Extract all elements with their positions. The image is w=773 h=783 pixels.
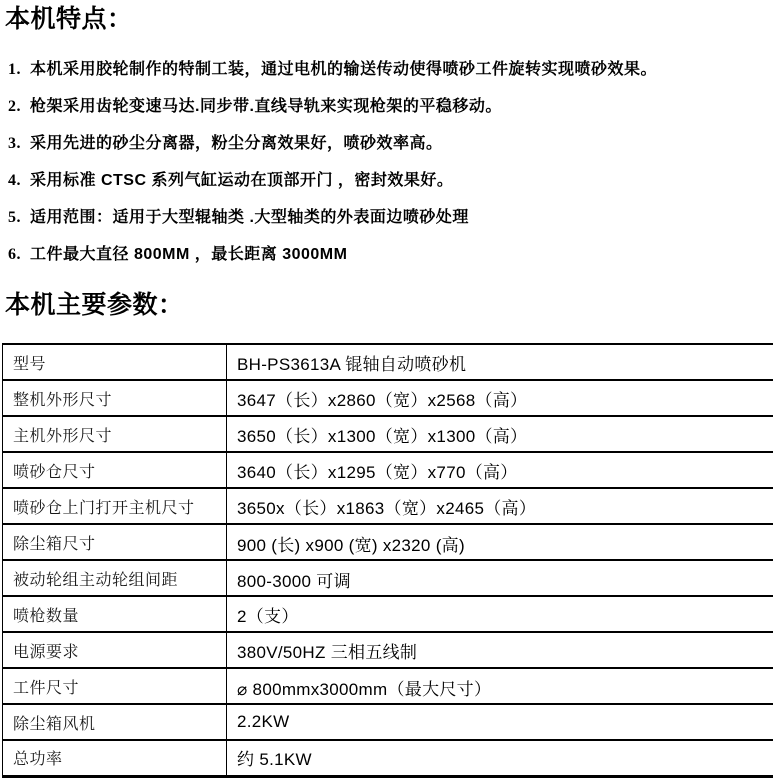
param-value: 380V/50HZ 三相五线制: [227, 632, 773, 668]
feature-item: [0, 246, 773, 264]
table-row: [3, 452, 773, 488]
feature-text: 工件最大直径 800MM ，最长距离 3000MM: [30, 246, 348, 263]
feature-item: [0, 98, 773, 116]
feature-item: [0, 209, 773, 227]
feature-number: 5.: [8, 209, 21, 226]
param-label: 喷砂仓尺寸: [3, 452, 227, 488]
table-row: [3, 704, 773, 740]
features-title: 本机特点：: [5, 6, 133, 33]
table-row: [3, 488, 773, 524]
table-row: [3, 668, 773, 704]
feature-list: [0, 61, 773, 264]
table-row: [3, 524, 773, 560]
parameters-title: 本机主要参数：: [5, 292, 184, 319]
param-label: 整机外形尺寸: [3, 380, 227, 416]
param-label: 电源要求: [3, 632, 227, 668]
feature-number: 3.: [8, 135, 21, 152]
table-row: [3, 416, 773, 452]
param-label: 除尘箱尺寸: [3, 524, 227, 560]
param-value: 3650x（长）x1863（宽）x2465（高）: [227, 488, 773, 524]
param-label: 除尘箱风机: [3, 704, 227, 740]
table-row: [3, 632, 773, 668]
param-label: 喷砂仓上门打开主机尺寸: [3, 488, 227, 524]
feature-text: 枪架采用齿轮变速马达.同步带.直线导轨来实现枪架的平稳移动。: [30, 98, 502, 115]
feature-item: [0, 172, 773, 190]
table-row: [3, 596, 773, 632]
param-label: 总功率: [3, 740, 227, 776]
param-value: 2.2KW: [227, 704, 773, 740]
param-value: 800-3000 可调: [227, 560, 773, 596]
param-value: BH-PS3613A 锟轴自动喷砂机: [227, 344, 773, 380]
param-label: 主机外形尺寸: [3, 416, 227, 452]
param-value: ⌀ 800mmx3000mm（最大尺寸）: [227, 668, 773, 704]
parameters-table: [2, 343, 773, 778]
feature-number: 1.: [8, 61, 21, 78]
param-value: 3650（长）x1300（宽）x1300（高）: [227, 416, 773, 452]
feature-text: 适用范围：适用于大型辊轴类 .大型轴类的外表面边喷砂处理: [30, 209, 469, 226]
table-row: [3, 344, 773, 380]
param-label: 型号: [3, 344, 227, 380]
param-value: 2（支）: [227, 596, 773, 632]
feature-item: [0, 135, 773, 153]
feature-number: 2.: [8, 98, 21, 115]
feature-item: [0, 61, 773, 79]
feature-text: 采用先进的砂尘分离器，粉尘分离效果好，喷砂效率高。: [30, 135, 443, 152]
param-label: 被动轮组主动轮组间距: [3, 560, 227, 596]
table-row: [3, 380, 773, 416]
param-value: 900 (长) x900 (宽) x2320 (高): [227, 524, 773, 560]
feature-number: 6.: [8, 246, 21, 263]
feature-number: 4.: [8, 172, 21, 189]
param-value: 3640（长）x1295（宽）x770（高）: [227, 452, 773, 488]
table-row: [3, 740, 773, 776]
param-label: 喷枪数量: [3, 596, 227, 632]
param-label: 工件尺寸: [3, 668, 227, 704]
feature-text: 采用标准 CTSC 系列气缸运动在顶部开门 ，密封效果好。: [30, 172, 454, 189]
table-row: [3, 560, 773, 596]
param-value: 约 5.1KW: [227, 740, 773, 776]
param-value: 3647（长）x2860（宽）x2568（高）: [227, 380, 773, 416]
feature-text: 本机采用胶轮制作的特制工装，通过电机的输送传动使得喷砂工件旋转实现喷砂效果。: [30, 61, 658, 78]
